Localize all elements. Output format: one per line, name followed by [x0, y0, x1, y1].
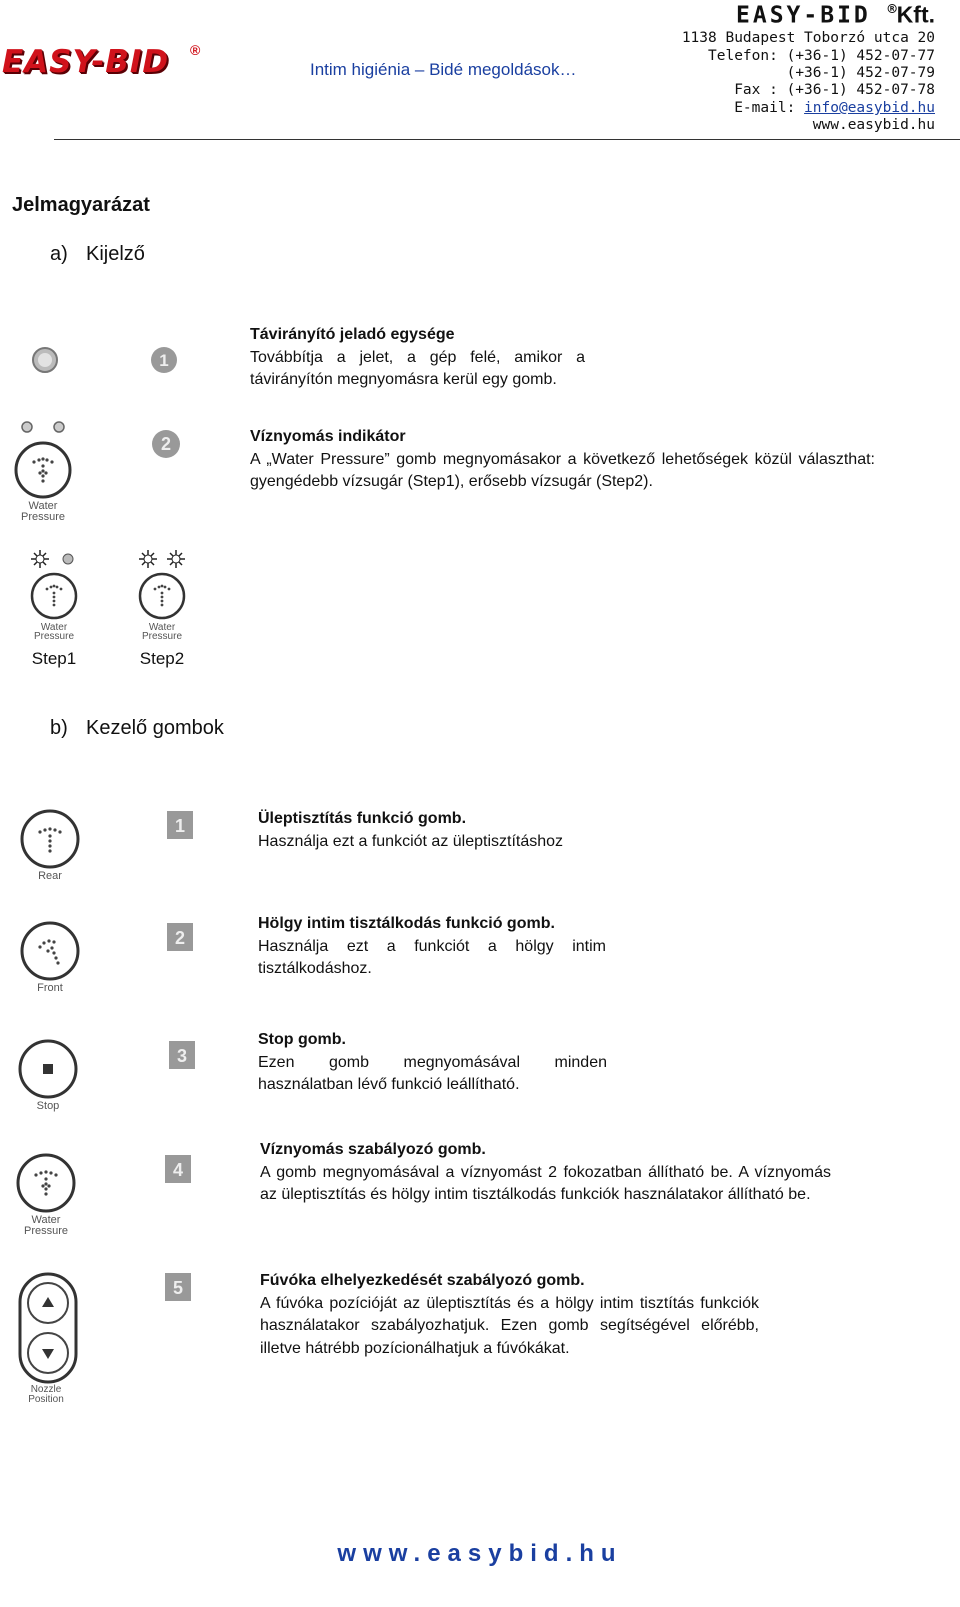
item-a2-text: Víznyomás indikátor A „Water Pressure” gomb megnyomásakor a következő lehetőségek közül választhat: gyengédebb vízsugár (Step1), erősebb vízsugár (Step2).	[250, 428, 875, 490]
item-b4-text: Víznyomás szabályozó gomb. A gomb megnyomásával a víznyomást 2 fokozatban állítható be. A víznyomás az üleptisztítás és hölgy intim tisztálkodás funkciók használatakor állítható be.	[260, 1141, 831, 1203]
email-link[interactable]: info@easybid.hu	[804, 100, 935, 116]
svg-text:1: 1	[174, 816, 186, 836]
rear-button-icon	[18, 808, 82, 884]
front-button-icon	[18, 920, 82, 996]
stop-button-icon	[16, 1038, 80, 1114]
svg-text:Pressure: Pressure	[20, 511, 66, 522]
svg-text:1: 1	[159, 351, 169, 370]
svg-text:Pressure: Pressure	[23, 1225, 69, 1236]
company-web[interactable]: www.easybid.hu	[812, 117, 935, 133]
company-phone-2: (+36-1) 452-07-79	[786, 65, 935, 81]
nozzle-position-button-icon	[16, 1272, 80, 1406]
footer-website[interactable]: www.easybid.hu	[337, 1540, 623, 1567]
item-a1-text: Távirányító jeladó egysége Továbbítja a jelet, a gép felé, amikor a távirányítón megnyomásra kerül egy gomb.	[250, 326, 585, 388]
svg-text:Position: Position	[28, 1394, 64, 1405]
water-pressure-indicator-icon	[12, 418, 77, 522]
svg-text:Water: Water	[40, 622, 68, 633]
number-2-square-icon	[166, 922, 194, 952]
item-b1-text: Üleptisztítás funkció gomb. Használja ezt a funkciót az üleptisztításhoz	[258, 810, 564, 850]
number-4-square-icon	[164, 1154, 192, 1184]
transmitter-led-icon	[30, 345, 60, 375]
svg-text:5: 5	[172, 1278, 184, 1298]
svg-text:2: 2	[160, 434, 172, 454]
page-title: Jelmagyarázat	[12, 194, 150, 216]
svg-text:Stop: Stop	[36, 1100, 60, 1112]
item-b2-text: Hölgy intim tisztálkodás funkció gomb. Használja ezt a funkciót a hölgy intim tisztálkodáshoz.	[258, 915, 606, 977]
svg-text:Pressure: Pressure	[33, 631, 75, 642]
svg-text:2: 2	[174, 928, 186, 948]
svg-text:3: 3	[176, 1046, 188, 1066]
number-2-circle-icon	[150, 428, 182, 460]
section-a-heading: a) Kijelző	[50, 243, 145, 265]
company-fax: Fax : (+36-1) 452-07-78	[734, 82, 935, 98]
item-b5-text: Fúvóka elhelyezkedését szabályozó gomb. A fúvóka pozícióját az üleptisztítás és a hölgy intim tisztítás funkciók használatakor szabályozhatjuk. Ezen gomb segítségével előrébb, illetve hátrébb pozícionálhatjuk a fúvókákat.	[260, 1272, 759, 1357]
company-phone-1: Telefon: (+36-1) 452-07-77	[708, 48, 935, 64]
number-1-square-icon	[166, 810, 194, 840]
company-email: E-mail: info@easybid.hu	[734, 100, 935, 116]
step1-label: Step1	[31, 649, 77, 668]
company-address: 1138 Budapest Toborzó utca 20	[681, 30, 935, 46]
svg-text:4: 4	[172, 1160, 184, 1180]
svg-text:Pressure: Pressure	[141, 631, 183, 642]
slogan: Intim higiénia – Bidé megoldások…	[310, 60, 577, 79]
logo-registered-mark: ®	[190, 42, 201, 58]
step2-label: Step2	[139, 649, 185, 668]
step2-indicator-icon	[132, 546, 194, 672]
svg-text:Rear: Rear	[38, 870, 62, 882]
item-b3-text: Stop gomb. Ezen gomb megnyomásával minden használatban lévő funkció leállítható.	[258, 1031, 607, 1093]
svg-text:Water: Water	[28, 500, 58, 512]
svg-text:Water: Water	[148, 622, 176, 633]
company-name: EASY-BID ®Kft.	[736, 0, 935, 29]
section-b-heading: b) Kezelő gombok	[50, 717, 224, 739]
water-pressure-button-icon	[14, 1152, 80, 1236]
svg-text:Front: Front	[37, 982, 63, 994]
number-1-circle-icon	[149, 345, 179, 375]
number-3-square-icon	[168, 1040, 196, 1070]
number-5-square-icon	[164, 1272, 192, 1302]
step1-indicator-icon	[24, 546, 86, 672]
svg-text:Nozzle: Nozzle	[30, 1384, 62, 1395]
easybid-logo: EASY-BID	[2, 44, 170, 80]
header-rule	[54, 139, 960, 140]
svg-text:Water: Water	[31, 1214, 61, 1226]
